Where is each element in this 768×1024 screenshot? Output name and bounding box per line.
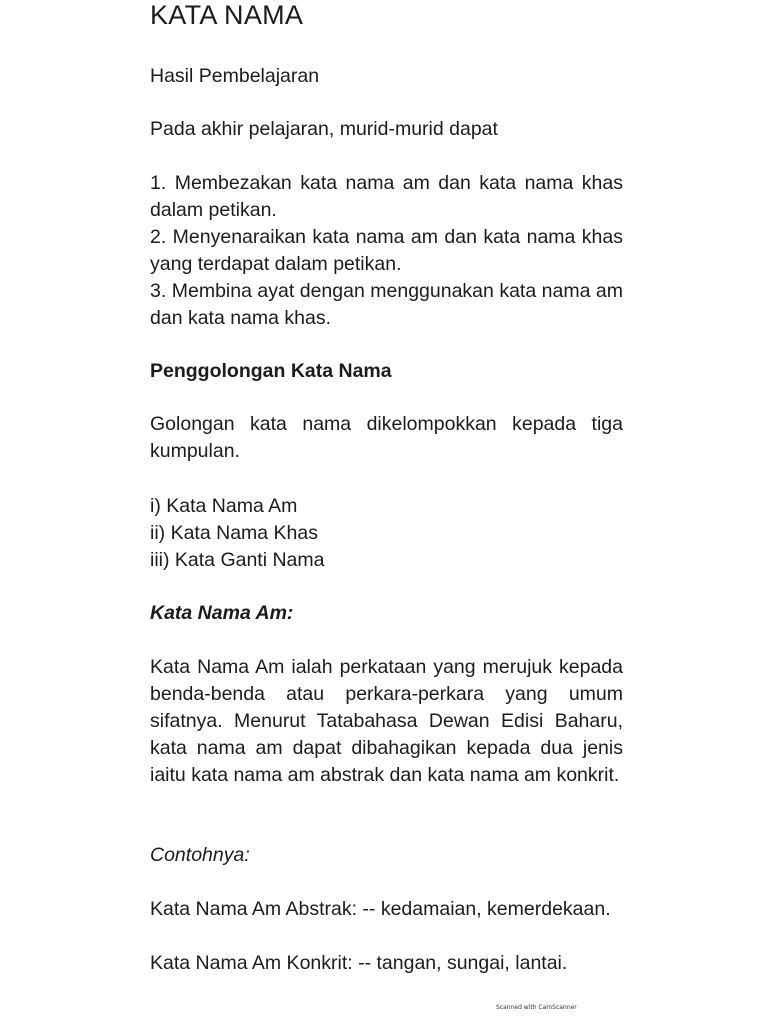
examples-heading: Contohnya: xyxy=(150,844,250,866)
outcome-item-3: 3. Membina ayat dengan menggunakan kata nama am dan kata nama khas. xyxy=(150,280,623,329)
list-item: i) Kata Nama Am xyxy=(150,495,298,517)
golongan-text: Golongan kata nama dikelompokkan kepada tiga kumpulan. xyxy=(150,413,623,462)
intro-text: Pada akhir pelajaran, murid-murid dapat xyxy=(150,118,498,140)
page-title: KATA NAMA xyxy=(150,0,304,30)
kata-nama-am-heading: Kata Nama Am: xyxy=(150,602,294,624)
section-heading: Penggolongan Kata Nama xyxy=(150,360,392,382)
example-abstract: Kata Nama Am Abstrak: -- kedamaian, kemerdekaan. xyxy=(150,898,611,920)
list-item: iii) Kata Ganti Nama xyxy=(150,549,325,571)
scanner-watermark: Scanned with CamScanner xyxy=(496,1004,577,1011)
list-item: ii) Kata Nama Khas xyxy=(150,522,318,544)
outcome-item-1: 1. Membezakan kata nama am dan kata nama khas dalam petikan. xyxy=(150,172,623,221)
groups-list xyxy=(150,493,623,574)
outcome-item-2: 2. Menyenaraikan kata nama am dan kata nama khas yang terdapat dalam petikan. xyxy=(150,226,623,275)
kata-nama-am-text: Kata Nama Am ialah perkataan yang merujuk kepada benda-benda atau perkara-perkara yang umum sifatnya. Menurut Tatabahasa Dewan Edisi Baharu, kata nama am dapat dibahagikan kepada dua jenis iaitu kata nama am abstrak dan kata nama am konkrit. xyxy=(150,656,623,786)
learning-outcomes-heading: Hasil Pembelajaran xyxy=(150,65,320,87)
example-concrete: Kata Nama Am Konkrit: -- tangan, sungai, lantai. xyxy=(150,952,568,974)
